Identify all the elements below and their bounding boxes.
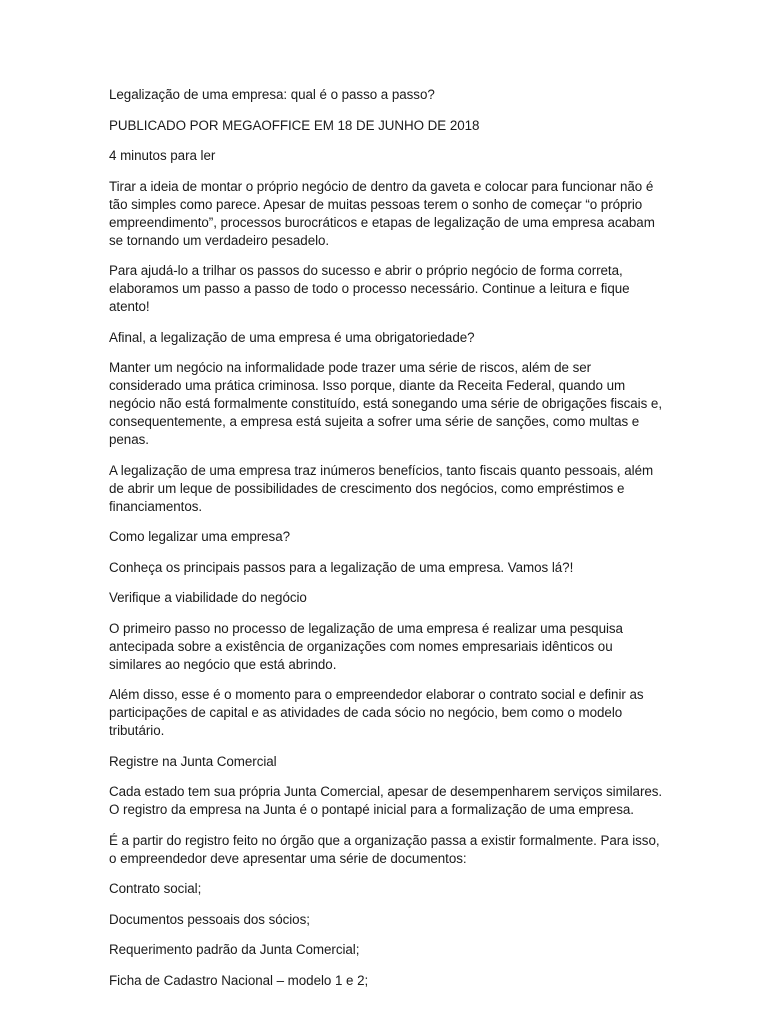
list-item: Requerimento padrão da Junta Comercial; — [109, 942, 360, 957]
list-item: Ficha de Cadastro Nacional – modelo 1 e 2; — [109, 972, 369, 988]
section-heading-how-to: Como legalizar uma empresa? — [109, 529, 290, 544]
intro-paragraph-2: Para ajudá-lo a trilhar os passos do sucesso e abrir o próprio negócio de forma correta, elaboramos um passo a passo de todo o processo necessário. Continue a leitura e fique atento! — [109, 263, 630, 314]
body-paragraph-benefits: A legalização de uma empresa traz inúmeros benefícios, tanto fiscais quanto pessoais, além de abrir um leque de possibilidades de crescimento dos negócios, como empréstimos e financiamentos. — [109, 462, 654, 514]
article-byline: PUBLICADO POR MEGAOFFICE EM 18 DE JUNHO DE 2018 — [109, 117, 480, 133]
body-paragraph-contract: Além disso, esse é o momento para o empreendedor elaborar o contrato social e definir as participações de capital e as atividades de cada sócio no negócio, bem como o modelo tributário. — [109, 687, 644, 738]
reading-time: 4 minutos para ler — [109, 148, 216, 163]
body-paragraph-risks: Manter um negócio na informalidade pode trazer uma série de riscos, além de ser considerado uma prática criminosa. Isso porque, diante da Receita Federal, quando um negócio não está formalmente constituído, está sonegando uma série de obrigações fiscais e, consequentemente, a empresa está sujeita a sofrer uma série de sanções, como multas e penas. — [109, 360, 662, 447]
section-heading-junta: Registre na Junta Comercial — [109, 753, 277, 769]
article-title: Legalização de uma empresa: qual é o passo a passo? — [109, 87, 435, 102]
intro-paragraph: Tirar a ideia de montar o próprio negócio de dentro da gaveta e colocar para funcionar não é tão simples como parece. Apesar de muitas pessoas terem o sonho de começar “o próprio empreendimento”, processos burocráticos e etapas de legalização de uma empresa acabam se tornando um verdadeiro pesadelo. — [109, 178, 655, 248]
list-item: Documentos pessoais dos sócios; — [109, 911, 310, 927]
body-paragraph-documents: É a partir do registro feito no órgão que a organização passa a existir formalmente. Para isso, o empreendedor deve apresentar uma série de documentos: — [109, 832, 660, 866]
section-heading-obligation: Afinal, a legalização de uma empresa é uma obrigatoriedade? — [109, 329, 475, 345]
body-paragraph-steps-intro: Conheça os principais passos para a legalização de uma empresa. Vamos lá?! — [109, 559, 574, 575]
body-paragraph-junta: Cada estado tem sua própria Junta Comercial, apesar de desempenharem serviços similares. O registro da empresa na Junta é o pontapé inicial para a formalização de uma empresa. — [109, 784, 663, 817]
body-paragraph-research: O primeiro passo no processo de legalização de uma empresa é realizar uma pesquisa antecipada sobre a existência de organizações com nomes empresariais idênticos ou similares ao negócio que está abrindo. — [109, 620, 623, 672]
section-heading-viability: Verifique a viabilidade do negócio — [109, 590, 307, 605]
list-item: Contrato social; — [109, 881, 202, 896]
